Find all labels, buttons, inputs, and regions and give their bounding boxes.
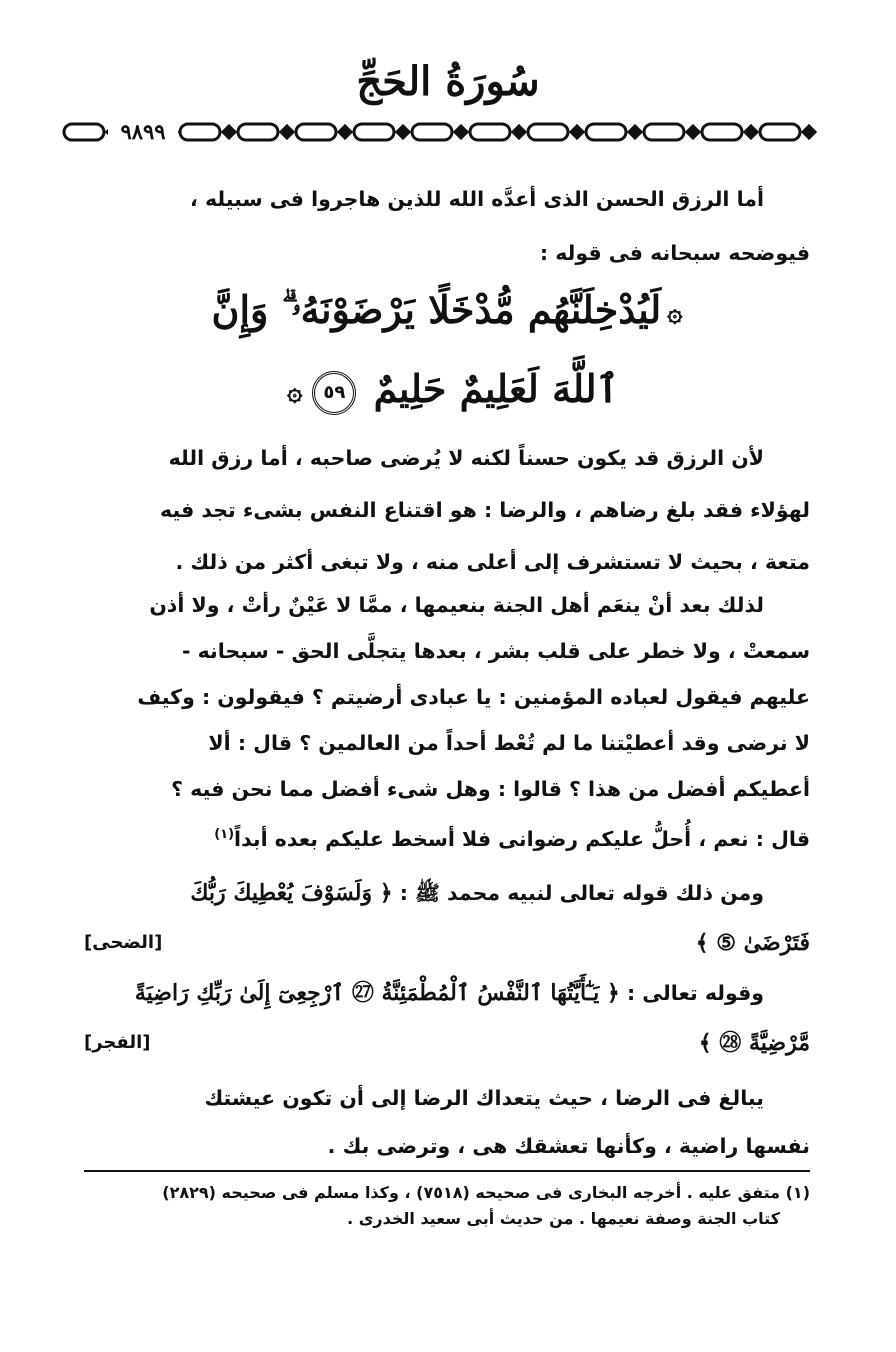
border-link [760,124,800,140]
border-diamond [629,126,641,138]
border-link [470,124,510,140]
border-diamond [397,126,409,138]
footnote-marker: (١) [214,827,235,842]
quran-quote: مَّرْضِيَّةً ㉘ ﴾ [698,1030,810,1056]
border-link [586,124,626,140]
surah-title: سُورَةُ الحَجِّ [356,58,540,105]
quran-verse [150,272,750,430]
text-line: لهؤلاء فقد بلغ رضاهم ، والرضا : هو اقتناع النفس بشىء تجد فيه [160,498,810,522]
text-line [84,868,810,918]
border-diamond [281,126,293,138]
border-link [238,124,278,140]
border-link [702,124,742,140]
verse-line-1 [150,272,750,351]
text-line: أما الرزق الحسن الذى أعدَّه الله للذين هاجروا فى سبيله ، [190,187,764,211]
border-diamond [745,126,757,138]
paragraph-hadith [84,582,810,862]
quran-quote: ﴿ يَـٰٓأَيَّتُهَا ٱلنَّفْسُ ٱلْمُطْمَئِنَّةُ ㉗ ٱرْجِعِىٓ إِلَىٰ رَبِّكِ رَاضِيَةً [134,980,620,1006]
text-line: لأن الرزق قد يكون حسناً لكنه لا يُرضى صاحبه ، أما رزق الله [168,446,764,470]
verse-line-2 [150,351,750,430]
border-diamond [687,126,699,138]
text-line [84,1018,810,1068]
verse-close-ornament-icon: ۞ [287,377,303,407]
text-line: نفسها راضية ، وكأنها تعشقك هى ، وترضى بك . [327,1134,810,1158]
paragraph-intro [84,172,810,280]
footnote-divider [84,1170,810,1172]
paragraph-conclusion [84,1074,810,1170]
text-line: سمعتْ ، ولا خطر على قلب بشر ، بعدها يتجلَّى الحق - سبحانه - [181,639,810,663]
verse-text-2: ٱللَّهَ لَعَلِيمٌ حَلِيمٌ [373,366,619,411]
border-link [412,124,452,140]
quran-quote: ﴿ وَلَسَوْفَ يُعْطِيكَ رَبُّكَ [190,880,393,906]
border-diamond [513,126,525,138]
text-line: أعطيكم أفضل من هذا ؟ قالوا : وهل شىء أفضل مما نحن فيه ؟ [171,777,810,801]
paragraph-duha [84,868,810,968]
text-line: لا نرضى وقد أعطيْتنا ما لم تُعْط أحداً من العالمين ؟ قال : ألا [208,731,810,755]
paragraph-explanation [84,432,810,588]
border-diamond [803,126,815,138]
border-diamond [455,126,467,138]
surah-reference: [الفجر] [84,1032,151,1053]
quran-quote: فَتَرْضَىٰ ⑤ ﴾ [695,930,810,956]
verse-text-1: لَيُدْخِلَنَّهُم مُّدْخَلًا يَرْضَوْنَهُۥ ۗ وَإِنَّ [211,287,662,332]
border-diamond [223,126,235,138]
footnote-line: كتاب الجنة وصفة نعيمها . من حديث أبى سعيد الخدرى . [347,1209,780,1228]
text-line: لذلك بعد أنْ ينعَم أهل الجنة بنعيمها ، ممَّا لا عَيْنٌ رأتْ ، ولا أذن [149,593,764,617]
border-diamond [571,126,583,138]
text-segment: وقوله تعالى : [626,981,764,1005]
border-link [296,124,336,140]
border-link [528,124,568,140]
border-link [354,124,394,140]
page-number: ٩٨٩٩ [108,118,178,146]
paragraph-fajr [84,968,810,1068]
text-line: فيوضحه سبحانه فى قوله : [539,241,810,265]
footnotes [84,1180,810,1232]
text-line [84,968,810,1018]
ayah-number-badge: ٥٩ [312,371,356,415]
verse-open-ornament-icon: ۞ [667,298,683,328]
text-segment: قال : نعم ، أُحلُّ عليكم رضوانى فلا أسخط عليكم بعده أبداً [234,826,810,851]
text-line: يبالغ فى الرضا ، حيث يتعداك الرضا إلى أن تكون عيشتك [204,1086,764,1110]
text-line [84,918,810,968]
text-segment: ومن ذلك قوله تعالى لنبيه محمد ﷺ : [399,881,764,905]
text-line: متعة ، بحيث لا تستشرف إلى أعلى منه ، ولا تبغى أكثر من ذلك . [175,550,810,574]
text-line: عليهم فيقول لعباده المؤمنين : يا عبادى أرضيتم ؟ فيقولون : وكيف [137,685,810,709]
text-line [84,812,810,862]
border-link [180,124,220,140]
surah-reference: [الضحى] [84,932,163,953]
border-diamond [339,126,351,138]
footnote-line: (١) متفق عليه . أخرجه البخارى فى صحيحه (٧٥١٨) ، وكذا مسلم فى صحيحه (٢٨٢٩) [162,1183,810,1202]
border-link [644,124,684,140]
border-link [64,124,104,140]
